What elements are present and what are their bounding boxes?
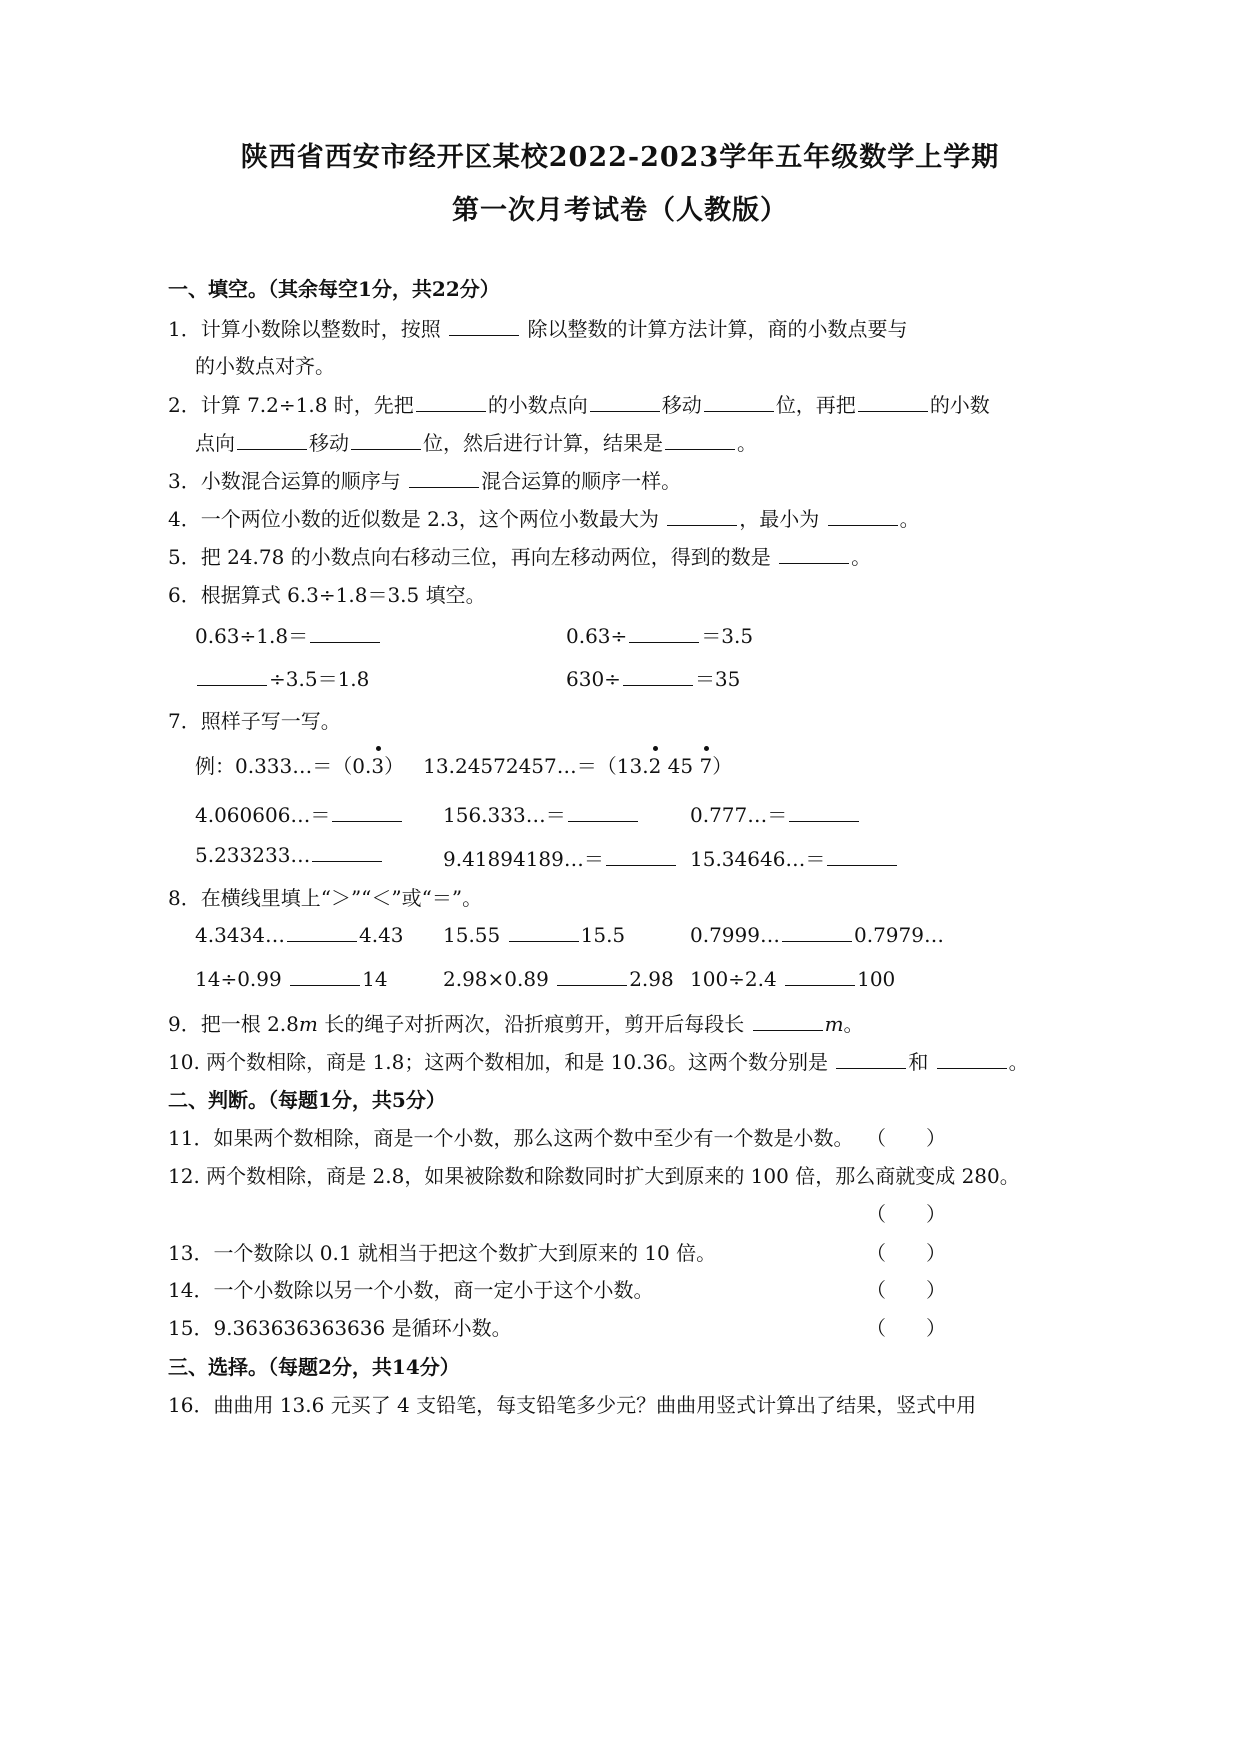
answer-blank[interactable] [237, 431, 307, 450]
answer-paren[interactable]: （ ） [866, 1241, 946, 1265]
answer-blank[interactable] [753, 1012, 823, 1031]
q3-text-a: 3．小数混合运算的顺序与 [168, 469, 401, 493]
q7-r1c3: 0.777…＝ [690, 799, 861, 828]
q2-text-b: 的小数点向 [487, 393, 588, 417]
q6-expr: ＝3.5 [701, 624, 754, 648]
q6-row1-left [195, 620, 382, 649]
q5-text-a: 5．把 24.78 的小数点向右移动三位，再向左移动两位，得到的数是 [168, 545, 771, 569]
title-line-2: 第一次月考试卷（人教版） [452, 195, 788, 226]
answer-blank[interactable] [590, 393, 660, 412]
answer-blank[interactable] [416, 393, 486, 412]
q8-r1c1: 4.3434… 4.43 [195, 923, 404, 947]
question-7: 7．照样子写一写。 [168, 709, 341, 733]
q7-r1c2: 156.333…＝ [443, 799, 640, 828]
q2-text-h: 位，然后进行计算，结果是 [423, 431, 663, 455]
question-12: 12. 两个数相除，商是 2.8，如果被除数和除数同时扩大到原来的 100 倍，那么商就变成 280。 [168, 1164, 1020, 1188]
q7-r1c1: 4.060606…＝ [195, 799, 404, 828]
question-3 [168, 465, 681, 494]
q2-text-c: 移动 [661, 393, 702, 417]
q3-text-b: 混合运算的顺序一样。 [481, 469, 682, 493]
q1-text-b: 除以整数的计算方法计算，商的小数点要与 [527, 317, 908, 341]
q7-r2c1: 5.233233… [195, 843, 384, 867]
q9-text-b: 长的绳子对折两次，沿折痕剪开，剪开后每段长 [324, 1012, 745, 1036]
q2-text-f: 点向 [195, 431, 235, 455]
answer-blank[interactable] [409, 469, 479, 488]
question-1 [168, 313, 907, 342]
answer-blank[interactable] [836, 1050, 906, 1069]
q8-r1c2: 15.55 15.5 [443, 923, 626, 947]
question-9: 9．把一根 2.8m 长的绳子对折两次，沿折痕剪开，剪开后每段长 m。 [168, 1012, 864, 1036]
question-5 [168, 541, 871, 570]
answer-blank[interactable] [827, 847, 897, 866]
section-2-heading: 二、判断。（每题1分，共5分） [168, 1088, 446, 1112]
q8-r1c3: 0.7999… 0.7979… [690, 923, 944, 947]
q6-row2-right [566, 663, 740, 692]
question-6: 6．根据算式 6.3÷1.8＝3.5 填空。 [168, 583, 486, 607]
answer-blank[interactable] [557, 967, 627, 986]
answer-blank[interactable] [449, 317, 519, 336]
answer-blank[interactable] [665, 431, 735, 450]
q2-text-e: 的小数 [929, 393, 990, 417]
q2-text-g: 移动 [309, 431, 349, 455]
question-4 [168, 503, 920, 532]
q9-text-a: 9．把一根 2.8 [168, 1012, 299, 1036]
answer-blank[interactable] [623, 667, 693, 686]
answer-blank[interactable] [629, 624, 699, 643]
q10-text-b: 和 [908, 1050, 929, 1074]
q8-r2c2: 2.98×0.89 2.98 [443, 967, 674, 991]
answer-blank[interactable] [937, 1050, 1007, 1069]
q7-r2c3: 15.34646…＝ [690, 843, 899, 872]
question-16: 16．曲曲用 13.6 元买了 4 支铅笔，每支铅笔多少元？曲曲用竖式计算出了结果，竖式中用 [168, 1393, 977, 1417]
answer-blank[interactable] [509, 923, 579, 942]
answer-blank[interactable] [312, 843, 382, 862]
q4-text-b: ，最小为 [739, 507, 820, 531]
question-8: 8．在横线里填上“＞”“＜”或“＝”。 [168, 886, 483, 910]
answer-blank[interactable] [351, 431, 421, 450]
q4-text-c: 。 [899, 507, 920, 531]
question-11: 11．如果两个数相除，商是一个小数，那么这两个数中至少有一个数是小数。 [168, 1126, 854, 1150]
q7-r2c2: 9.41894189…＝ [443, 843, 678, 872]
q10-text-a: 10. 两个数相除，商是 1.8；这两个数相加，和是 10.36。这两个数分别是 [168, 1050, 828, 1074]
answer-blank[interactable] [704, 393, 774, 412]
q8-r2c1: 14÷0.99 14 [195, 967, 388, 991]
q6-expr: 630÷ [566, 667, 621, 691]
repeating-digit: 3 [371, 754, 384, 778]
question-15: 15．9.363636363636 是循环小数。 [168, 1316, 512, 1340]
answer-blank[interactable] [789, 803, 859, 822]
answer-paren[interactable]: （ ） [866, 1278, 946, 1302]
question-2-cont [195, 427, 757, 456]
answer-paren[interactable]: （ ） [866, 1316, 946, 1340]
answer-blank[interactable] [332, 803, 402, 822]
q6-expr: 0.63÷ [566, 624, 628, 648]
answer-blank[interactable] [779, 545, 849, 564]
answer-blank[interactable] [568, 803, 638, 822]
q8-r2c3: 100÷2.4 100 [690, 967, 896, 991]
answer-blank[interactable] [287, 923, 357, 942]
q1-text-c: 的小数点对齐。 [195, 354, 335, 378]
q4-text-a: 4．一个两位小数的近似数是 2.3，这个两位小数最大为 [168, 507, 659, 531]
answer-blank[interactable] [782, 923, 852, 942]
answer-blank[interactable] [606, 847, 676, 866]
section-3-heading: 三、选择。（每题2分，共14分） [168, 1355, 460, 1379]
q6-expr: 0.63÷1.8＝ [195, 624, 309, 648]
repeating-digit: 2 [649, 754, 662, 778]
q6-expr: ＝35 [694, 667, 741, 691]
answer-blank[interactable] [290, 967, 360, 986]
answer-blank[interactable] [310, 624, 380, 643]
answer-blank[interactable] [197, 667, 267, 686]
q6-expr: ÷3.5＝1.8 [269, 667, 370, 691]
answer-blank[interactable] [667, 507, 737, 526]
answer-paren[interactable]: （ ） [866, 1126, 946, 1150]
answer-blank[interactable] [858, 393, 928, 412]
question-2 [168, 389, 990, 418]
q7-example-1: 例：0.333…＝（0. [195, 754, 372, 778]
section-1-heading: 一、填空。（其余每空1分，共22分） [168, 277, 500, 301]
question-13: 13．一个数除以 0.1 就相当于把这个数扩大到原来的 10 倍。 [168, 1241, 717, 1265]
q1-text-a: 1．计算小数除以整数时，按照 [168, 317, 441, 341]
answer-paren[interactable]: （ ） [866, 1202, 946, 1226]
repeating-digit: 7 [699, 754, 712, 778]
title-line-1: 陕西省西安市经开区某校2022-2023学年五年级数学上学期 [240, 142, 1000, 173]
q5-text-b: 。 [851, 545, 872, 569]
answer-blank[interactable] [828, 507, 898, 526]
q6-row2-left [195, 663, 369, 692]
question-14: 14．一个小数除以另一个小数，商一定小于这个小数。 [168, 1278, 654, 1302]
q7-example-2: 13.24572457…＝（13. [423, 754, 649, 778]
q7-example: 例：0.333…＝（0. 3） 13.24572457…＝（13. 2 45 7） [195, 750, 732, 779]
question-10: 10. 两个数相除，商是 1.8；这两个数相加，和是 10.36。这两个数分别是 和 。 [168, 1050, 1029, 1074]
q2-text-i: 。 [737, 431, 757, 455]
q6-row1-right [566, 620, 753, 649]
q2-text-d: 位，再把 [775, 393, 856, 417]
q2-text-a: 2．计算 7.2÷1.8 时，先把 [168, 393, 414, 417]
answer-blank[interactable] [785, 967, 855, 986]
